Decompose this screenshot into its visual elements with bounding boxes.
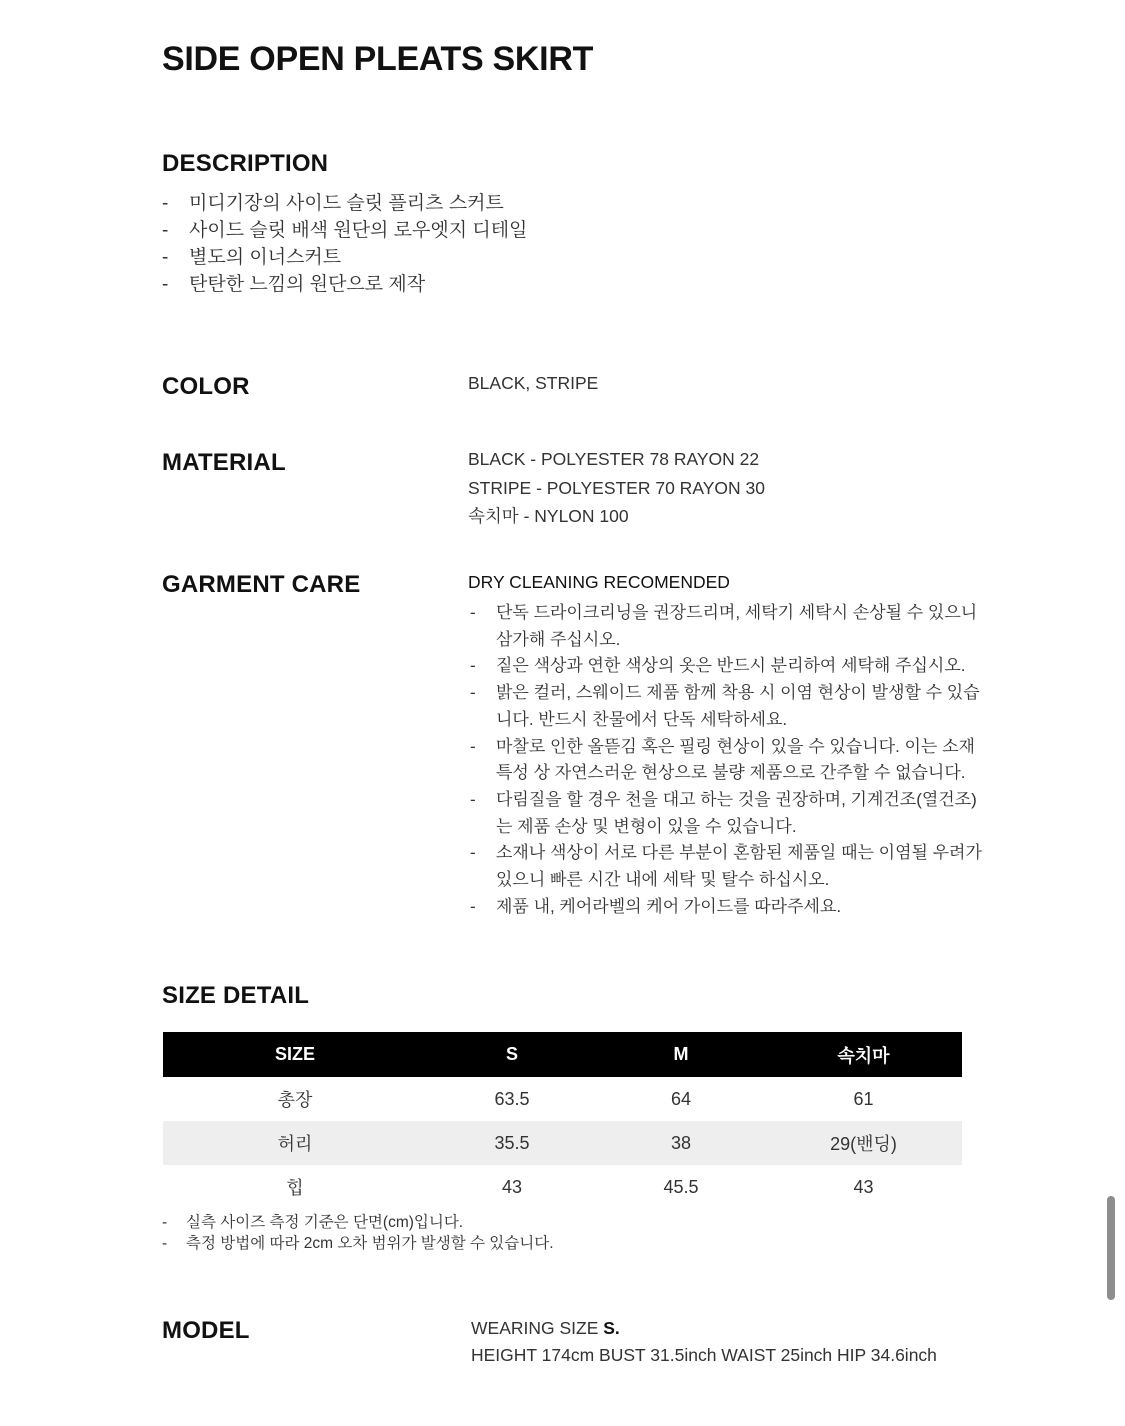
column-header: SIZE	[163, 1032, 427, 1077]
model-heading: MODEL	[162, 1317, 250, 1344]
bullet-dash: -	[470, 683, 476, 703]
list-item	[468, 734, 988, 787]
description-item: 탄탄한 느낌의 원단으로 제작	[189, 274, 426, 295]
care-item-text: 제품 내, 케어라벨의 케어 가이드를 따라주세요.	[496, 896, 842, 916]
table-cell: 61	[853, 1088, 874, 1109]
list-item	[162, 217, 527, 244]
list-item	[468, 680, 988, 733]
description-item: 사이드 슬릿 배색 원단의 로우엣지 디테일	[189, 220, 528, 241]
description-item: 별도의 이너스커트	[189, 247, 342, 268]
list-item	[468, 894, 988, 921]
column-header: M	[597, 1032, 765, 1077]
list-item	[162, 271, 527, 298]
size-table	[163, 1032, 962, 1209]
description-list	[162, 190, 527, 298]
table-cell: 43	[501, 1176, 523, 1197]
bullet-dash: -	[470, 896, 476, 916]
list-item	[162, 190, 527, 217]
material-list	[468, 445, 765, 531]
product-title: SIDE OPEN PLEATS SKIRT	[162, 40, 594, 78]
wearing-label: WEARING SIZE	[471, 1318, 604, 1338]
material-line: STRIPE - POLYESTER 70 RAYON 30	[468, 477, 765, 498]
list-item	[162, 244, 527, 271]
size-heading: SIZE DETAIL	[162, 982, 310, 1009]
list-item	[468, 653, 988, 680]
material-heading: MATERIAL	[162, 449, 286, 476]
bullet-dash: -	[162, 220, 169, 241]
care-item-text: 소재나 색상이 서로 다른 부분이 혼함된 제품일 때는 이염될 우려가 있으니 빠른 시간 내에 세탁 및 탈수 하십시오.	[496, 843, 982, 890]
table-cell: 64	[670, 1088, 692, 1109]
list-item	[468, 787, 988, 840]
column-header: 속치마	[765, 1032, 962, 1077]
description-heading: DESCRIPTION	[162, 150, 329, 177]
bullet-dash: -	[162, 1214, 168, 1231]
table-cell: 35.5	[427, 1121, 597, 1165]
bullet-dash: -	[470, 603, 476, 622]
care-item-text: 마찰로 인한 올뜯김 혹은 필링 현상이 있을 수 있습니다. 이는 소재 특성 상 자연스러운 현상으로 불량 제품으로 간주할 수 없습니다.	[496, 736, 975, 783]
column-header: S	[427, 1032, 597, 1077]
table-cell: 힙	[286, 1178, 304, 1198]
table-cell: 29(밴딩)	[765, 1121, 962, 1165]
bullet-dash: -	[470, 656, 476, 676]
bullet-dash: -	[470, 789, 476, 809]
table-row	[163, 1121, 962, 1165]
color-heading: COLOR	[162, 373, 250, 400]
table-cell: 총장	[277, 1090, 313, 1110]
color-value: BLACK, STRIPE	[468, 373, 599, 393]
care-heading: GARMENT CARE	[162, 571, 361, 598]
table-header-row	[163, 1032, 962, 1077]
bullet-dash: -	[162, 247, 169, 268]
table-cell: 43	[853, 1176, 874, 1197]
table-cell: 45.5	[663, 1176, 699, 1197]
table-cell: 허리	[163, 1121, 427, 1165]
bullet-dash: -	[470, 736, 476, 756]
description-item: 미디기장의 사이드 슬릿 플리츠 스커트	[189, 193, 504, 214]
list-item	[468, 600, 988, 653]
wearing-size: S.	[603, 1318, 620, 1338]
bullet-dash: -	[162, 274, 169, 295]
table-row	[163, 1077, 962, 1121]
table-cell: 38	[597, 1121, 765, 1165]
care-item-text: 단독 드라이크리닝을 권장드리며, 세탁기 세탁시 손상될 수 있으니 삼가해 주십시오.	[496, 603, 978, 649]
care-subheading: DRY CLEANING RECOMENDED	[468, 572, 730, 592]
bullet-dash: -	[470, 843, 476, 863]
table-row	[163, 1165, 962, 1209]
list-item	[162, 1233, 554, 1254]
care-item-text: 다림질을 할 경우 천을 대고 하는 것을 권장하며, 기계건조(열건조)는 제품 손상 및 변형이 있을 수 있습니다.	[496, 789, 977, 836]
care-list	[468, 600, 988, 920]
model-measurements: HEIGHT 174cm BUST 31.5inch WAIST 25inch HIP 34.6inch	[471, 1345, 937, 1365]
size-note: 실측 사이즈 측정 기준은 단면(cm)입니다.	[186, 1214, 464, 1231]
material-line: BLACK - POLYESTER 78 RAYON 22	[468, 449, 760, 469]
model-wearing	[471, 1314, 620, 1342]
bullet-dash: -	[162, 1235, 168, 1252]
list-item	[162, 1212, 554, 1233]
table-cell: 63.5	[494, 1088, 530, 1109]
size-note: 측정 방법에 따라 2cm 오차 범위가 발생할 수 있습니다.	[186, 1235, 554, 1252]
size-notes	[162, 1212, 554, 1254]
care-item-text: 짙은 색상과 연한 색상의 옷은 반드시 분리하여 세탁해 주십시오.	[496, 656, 966, 676]
bullet-dash: -	[162, 193, 169, 214]
list-item	[468, 840, 988, 893]
material-line: 속치마 - NYLON 100	[468, 506, 629, 526]
care-item-text: 밝은 컬러, 스웨이드 제품 함께 착용 시 이염 현상이 발생할 수 있습니다. 반드시 찬물에서 단독 세탁하세요.	[496, 683, 980, 729]
scrollbar-thumb[interactable]	[1107, 1196, 1115, 1300]
